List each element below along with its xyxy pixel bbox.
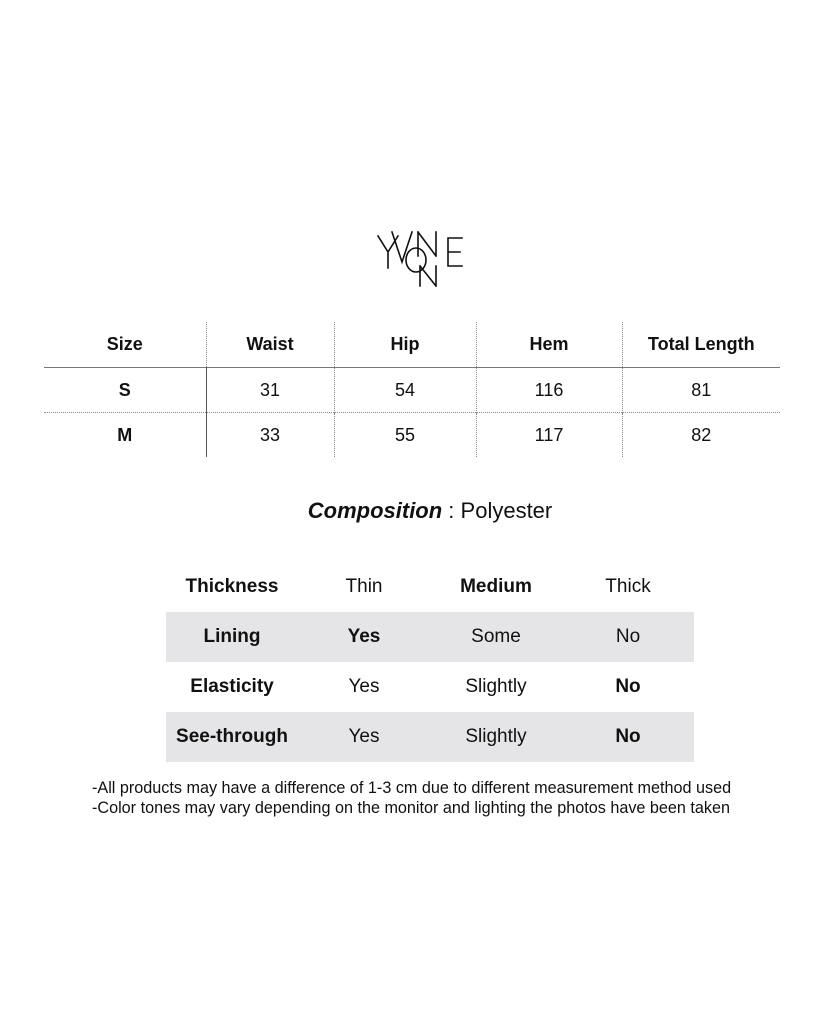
header-hip: Hip [334,322,476,368]
header-hem: Hem [476,322,622,368]
fabric-option: Some [430,612,562,662]
fabric-option: Thin [345,576,383,597]
fabric-option: Medium [460,576,532,597]
total-length-cell: 81 [622,368,780,413]
disclaimer-notes [92,778,792,818]
waist-cell: 33 [206,413,334,458]
fabric-option: Yes [348,676,380,697]
total-length-cell: 82 [622,413,780,458]
table-row [44,413,780,458]
fabric-option: No [562,612,694,662]
fabric-row-thickness [166,562,694,612]
fabric-row-label: Thickness [185,576,279,597]
composition-value: Polyester [460,498,553,523]
waist-cell: 31 [206,368,334,413]
hem-cell: 117 [476,413,622,458]
size-table [44,322,780,457]
fabric-row-lining [166,612,694,662]
fabric-option: No [615,676,641,697]
composition-separator: : [442,498,461,523]
fabric-option: Yes [298,712,430,762]
fabric-row-label: See-through [166,712,298,762]
fabric-row-label: Elasticity [190,676,274,697]
size-cell: M [117,424,133,445]
hem-cell: 116 [476,368,622,413]
hip-cell: 55 [334,413,476,458]
header-waist: Waist [206,322,334,368]
fabric-option: Slightly [430,712,562,762]
fabric-row-label: Lining [166,612,298,662]
fabric-properties-table [166,562,694,762]
note-color: -Color tones may vary depending on the monitor and lighting the photos have been taken [92,799,731,817]
brand-logo [366,222,486,292]
size-table-header [44,322,780,368]
fabric-row-see-through [166,712,694,762]
fabric-row-elasticity [166,662,694,712]
header-total-length: Total Length [622,322,780,368]
fabric-option: No [562,712,694,762]
table-row [44,368,780,413]
fabric-option: Slightly [465,676,527,697]
fabric-option: Yes [298,612,430,662]
size-cell: S [118,379,131,400]
composition-line [0,498,824,524]
hip-cell: 54 [334,368,476,413]
header-size: Size [106,334,143,354]
fabric-option: Thick [605,576,651,597]
note-measurement: -All products may have a difference of 1-3 cm due to different measurement method used [92,779,732,797]
composition-label: Composition [307,498,443,523]
brand-logo-mark [366,222,486,292]
